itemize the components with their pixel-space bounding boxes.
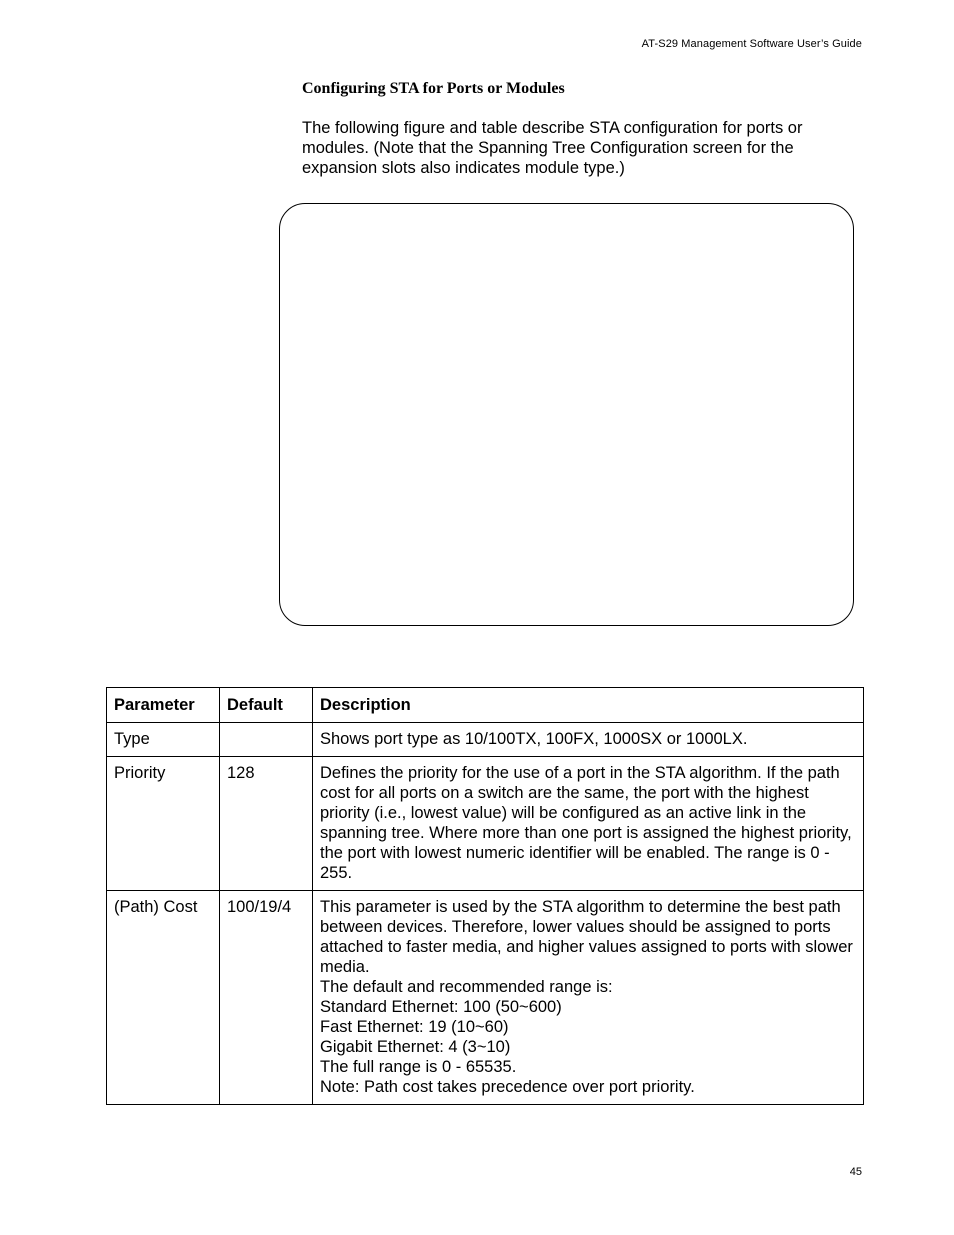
header-description: Description [313,688,864,723]
table-header-row [107,688,864,723]
cell-description: Defines the priority for the use of a port in the STA algorithm. If the path cost for all ports on a switch are the same, the port with the highest priority (i.e., lowest value) will be configured as an active link in the spanning tree. Where more than one port is assigned the highest priority, the port with lowest numeric identifier will be enabled. The range is 0 - 255. [313,757,864,891]
cell-parameter: Priority [107,757,220,891]
header-parameter: Parameter [107,688,220,723]
table-row [107,757,864,891]
section-title: Configuring STA for Ports or Modules [302,80,565,97]
cell-default: 100/19/4 [220,891,313,1105]
cell-parameter: Type [107,723,220,757]
page-number: 45 [849,1166,862,1178]
cell-description: Shows port type as 10/100TX, 100FX, 1000SX or 1000LX. [313,723,864,757]
header-default: Default [220,688,313,723]
running-header: AT-S29 Management Software User’s Guide [641,38,862,50]
cell-default: 128 [220,757,313,891]
description-line: Note: Path cost takes precedence over port priority. [320,1078,695,1096]
table-row [107,723,864,757]
description-line: Standard Ethernet: 100 (50~600) [320,998,562,1016]
figure-frame [279,203,854,626]
description-line: Gigabit Ethernet: 4 (3~10) [320,1038,511,1056]
cell-default [220,723,313,757]
description-line: The default and recommended range is: [320,978,613,996]
description-text: This parameter is used by the STA algorithm to determine the best path between devices. Therefore, lower values should be assigned to ports attached to faster media, and higher values assigned to ports with slower media. [320,898,853,976]
cell-description [313,891,864,1105]
table-row [107,891,864,1105]
description-line: The full range is 0 - 65535. [320,1058,517,1076]
parameter-table [106,687,864,1105]
description-line: Fast Ethernet: 19 (10~60) [320,1018,509,1036]
intro-paragraph: The following figure and table describe STA configuration for ports or modules. (Note that the Spanning Tree Configuration screen for the expansion slots also indicates module type.) [302,119,803,177]
cell-parameter: (Path) Cost [107,891,220,1105]
